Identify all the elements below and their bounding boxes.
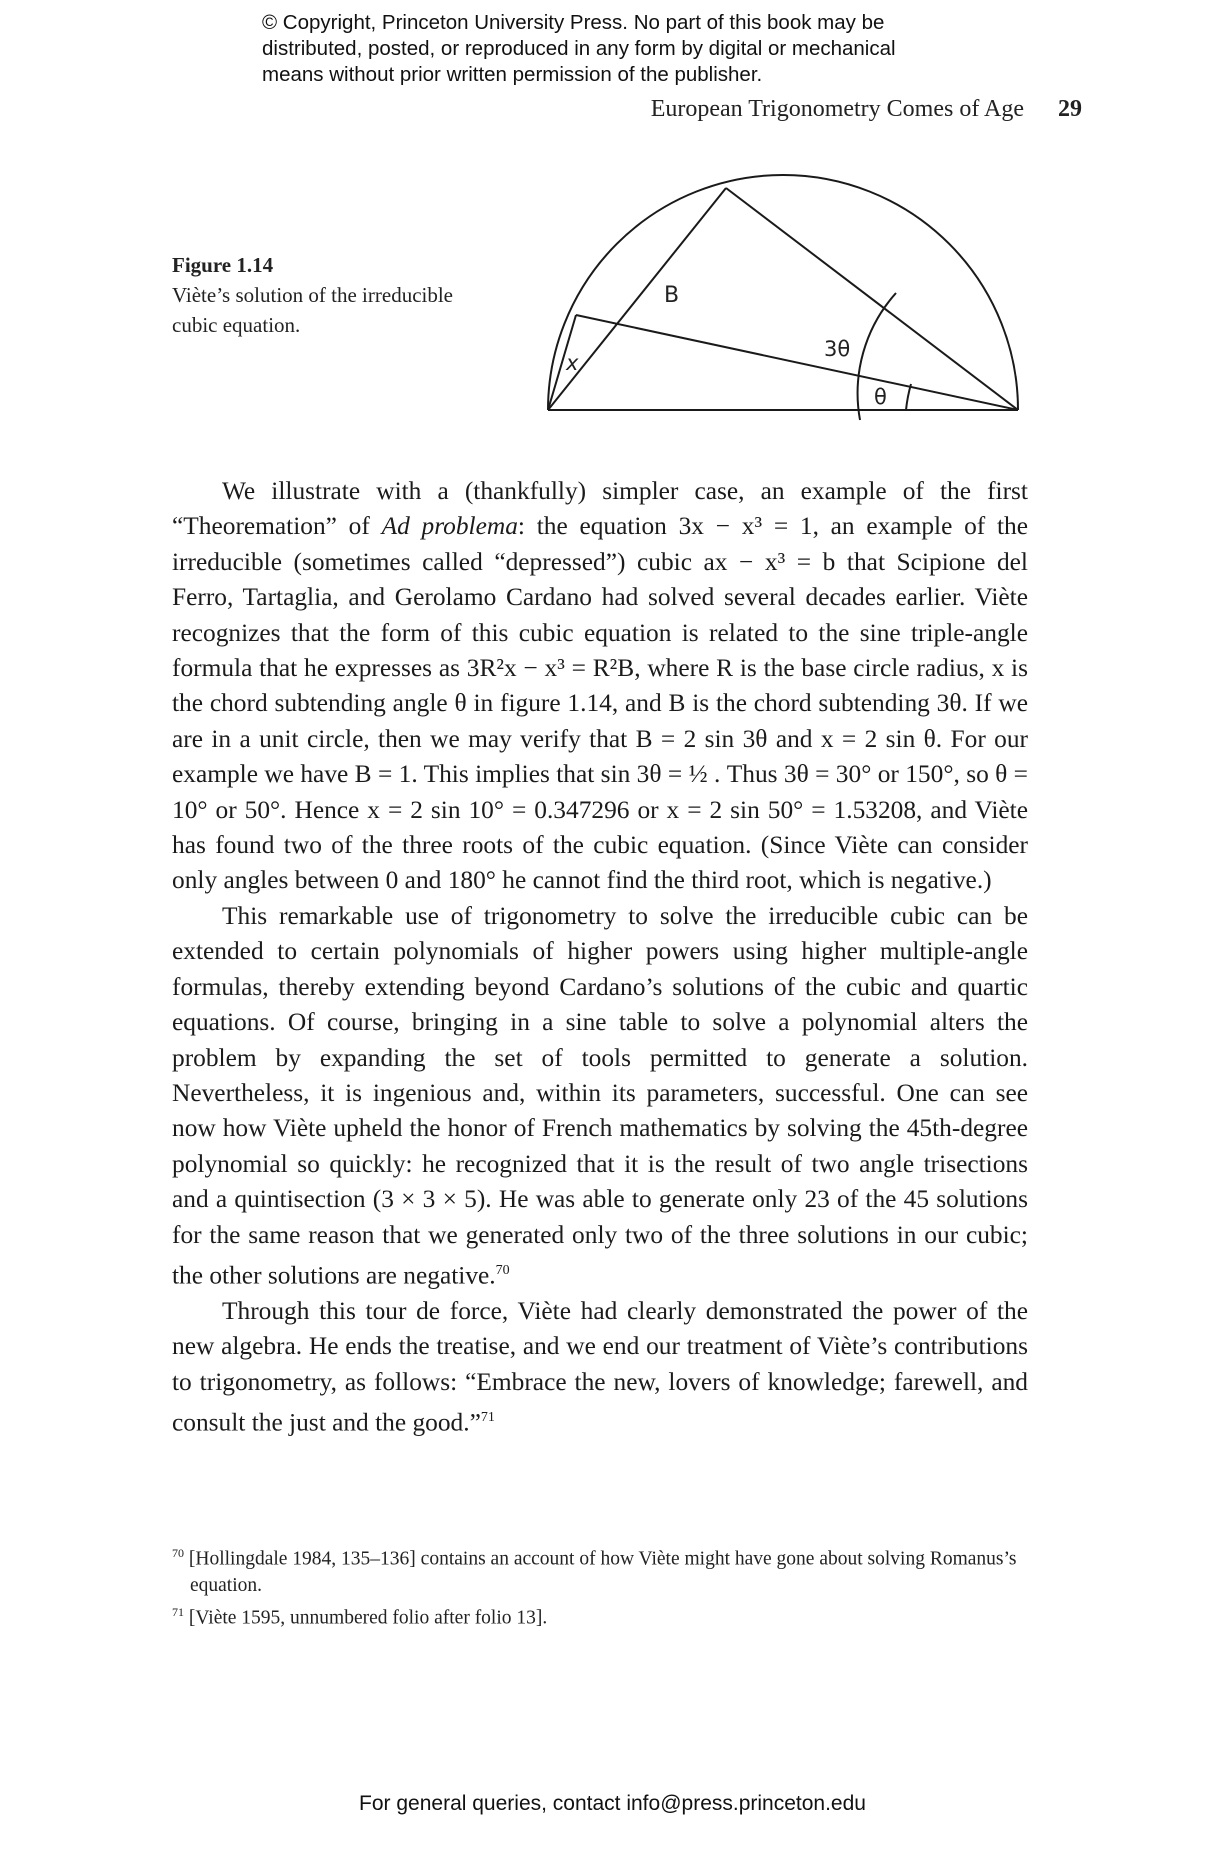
paragraph-1-title-italic: Ad problema bbox=[381, 512, 518, 541]
running-head bbox=[651, 96, 1082, 123]
secant-line bbox=[576, 315, 1018, 410]
footnote-71 bbox=[172, 1599, 1028, 1632]
paragraph-1-part-1: We illustrate with a (thankfully) simpler case, an example of the first “Theoremation” of bbox=[172, 477, 1028, 541]
paragraph-1-part-3: : the equation 3x − x³ = 1, an example of the irreducible (sometimes called “depressed”) cubic ax − x³ = b that Scipione del Ferro, Tartaglia, and Gerolamo Cardano had solved several decades earlier. Viète recognizes that the form of this cubic equation is related to the sine triple-angle formula that he expresses as 3R²x − x³ = R²B, where R is the base circle radius, x is the chord subtending angle θ in figure 1.14, and B is the chord subtending 3θ. If we are in a unit circle, then we may verify that B = 2 sin 3θ and x = 2 sin θ. For our example we have B = 1. This implies that sin 3θ = ½ . Thus 3θ = 30° or 150°, so θ = 10° or 50°. Hence x = 2 sin 10° = 0.347296 or x = 2 sin 50° = 1.53208, and Viète has found two of the three roots of the cubic equation. (Since Viète can consider only angles between 0 and 180° he cannot find the third root, which is negative.) bbox=[172, 512, 1028, 895]
footnote-70 bbox=[172, 1540, 1028, 1599]
footer-contact: For general queries, contact info@press.princeton.edu bbox=[359, 1792, 866, 1815]
running-head-title: European Trigonometry Comes of Age bbox=[650, 96, 1024, 122]
footnote-text: [Hollingdale 1984, 135–136] contains an account of how Viète might have gone about solving Romanus’s equation. bbox=[188, 1548, 1017, 1596]
figure-label: Figure 1.14 bbox=[172, 253, 274, 277]
paragraph-3-text: Through this tour de force, Viète had clearly demonstrated the power of the new algebra. He ends the treatise, and we end our treatment of Viète’s contributions to trigonometry, as follows: “Embrace the new, lovers of knowledge; farewell, and consult the just and the good.” bbox=[172, 1296, 1028, 1437]
footnote-ref-71[interactable]: 71 bbox=[480, 1410, 495, 1426]
footnote-number: 70 bbox=[172, 1546, 184, 1560]
paragraph-2-text: This remarkable use of trigonometry to solve the irreducible cubic can be extended to certain polynomials of higher powers using higher multiple-angle formulas, thereby extending beyond Cardano’s solutions of the cubic and quartic equations. Of course, bringing in a sine table to solve a polynomial alters the problem by expanding the set of tools permitted to generate a solution. Nevertheless, it is ingenious and, within its parameters, successful. One can see now how Viète upheld the honor of French mathematics by solving the 45th-degree polynomial so quickly: he recognized that it is the result of two angle trisections and a quintisection (3 × 3 × 5). He was able to generate only 23 of the 45 solutions for the same reason that we generated only two of the three solutions in our cubic; the other solutions are negative. bbox=[172, 901, 1028, 1290]
semicircle-diagram bbox=[540, 170, 1040, 430]
figure-caption bbox=[172, 250, 502, 340]
paragraph-3 bbox=[172, 1294, 1028, 1441]
paragraph-2 bbox=[172, 899, 1028, 1294]
page-number: 29 bbox=[1058, 96, 1082, 122]
paragraph-1 bbox=[172, 474, 1028, 899]
footnote-ref-70[interactable]: 70 bbox=[495, 1262, 510, 1278]
footnotes bbox=[172, 1540, 1028, 1631]
footnote-number: 71 bbox=[172, 1604, 184, 1619]
copyright-line-1: © Copyright, Princeton University Press. No part of this book may be bbox=[262, 11, 885, 34]
copyright-line-2: distributed, posted, or reproduced in any form by digital or mechanical bbox=[262, 37, 896, 60]
body-text bbox=[172, 474, 1028, 1441]
copyright-line-3: means without prior written permission of the publisher. bbox=[262, 63, 763, 86]
chord-right bbox=[726, 188, 1018, 410]
copyright-notice bbox=[262, 10, 1062, 88]
label-theta: θ bbox=[874, 385, 887, 409]
footnote-text: [Viète 1595, unnumbered folio after folio 13]. bbox=[188, 1607, 548, 1628]
semicircle-arc bbox=[548, 175, 1018, 410]
label-x: x bbox=[566, 351, 579, 375]
figure-caption-text: Viète’s solution of the irreducible cubic equation. bbox=[172, 283, 453, 337]
angle-arc-theta bbox=[906, 384, 911, 410]
label-b: B bbox=[664, 283, 680, 308]
label-three-theta: 3θ bbox=[824, 337, 851, 361]
